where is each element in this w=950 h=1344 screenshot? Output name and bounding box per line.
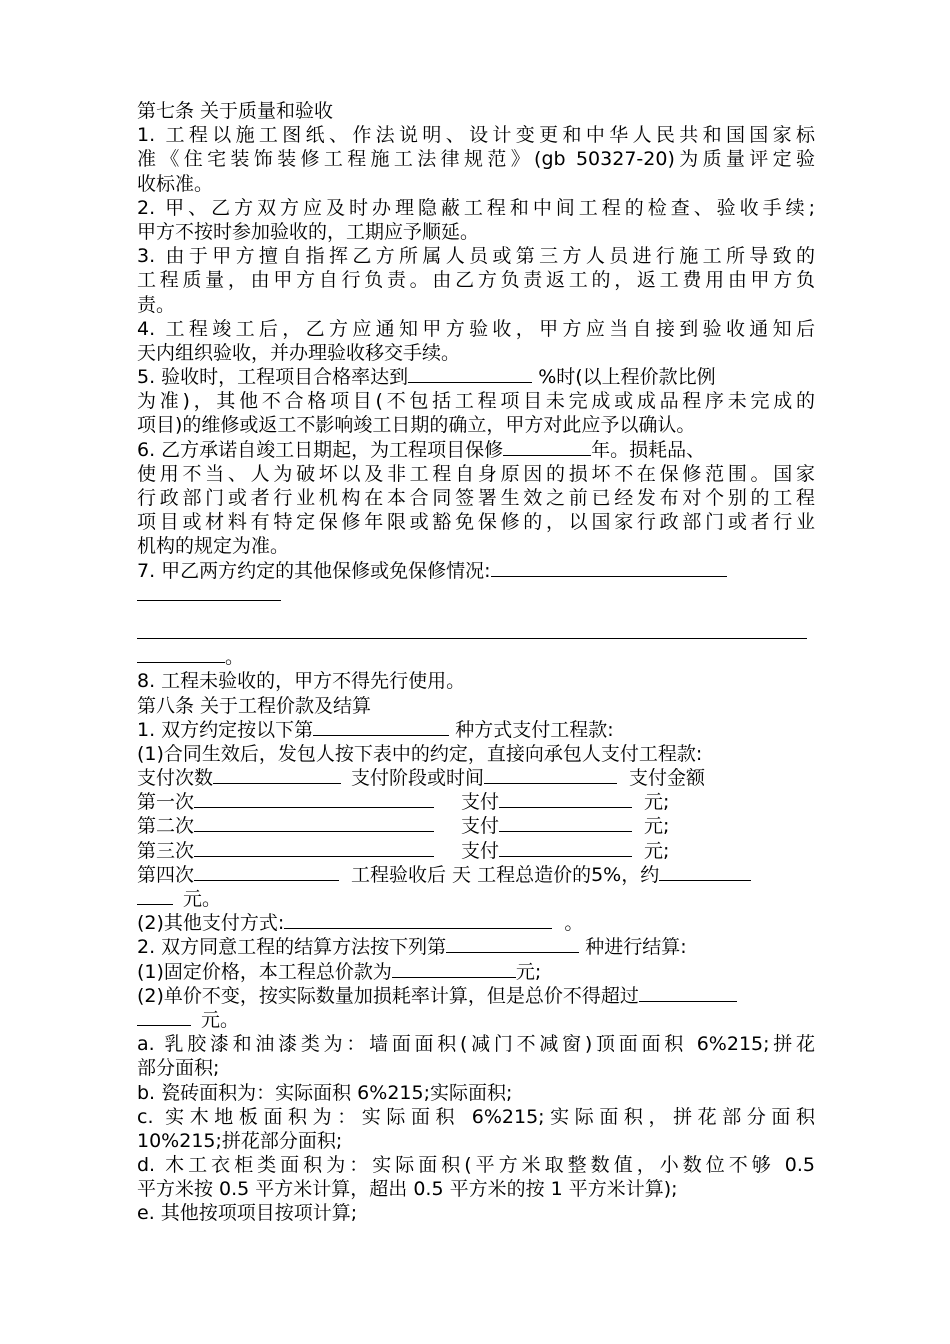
row-mid: 支付 bbox=[461, 815, 500, 838]
total-price-blank[interactable] bbox=[392, 960, 516, 978]
clause-line: 甲方不按时参加验收的，工期应予顺延。 bbox=[137, 220, 480, 243]
row-label: 第一次 bbox=[137, 791, 195, 814]
row-unit: 元; bbox=[644, 839, 670, 862]
payment-table-header bbox=[137, 766, 815, 790]
clause-8-2 bbox=[137, 935, 815, 959]
clause-line: 部分面积; bbox=[137, 1057, 220, 1080]
payment-row-2 bbox=[137, 814, 815, 838]
payment-row-4-cont bbox=[137, 887, 815, 911]
header-stage: 支付阶段或时间 bbox=[351, 767, 485, 790]
row-unit: 元; bbox=[644, 815, 670, 838]
clause-line: 使用不当、人为破坏以及非工程自身原因的损坏不在保修范围。国家 bbox=[137, 462, 815, 485]
header-blank bbox=[213, 766, 341, 784]
settlement-method-blank[interactable] bbox=[446, 935, 579, 953]
clause-7-4 bbox=[137, 317, 815, 365]
clause-line bbox=[137, 365, 815, 389]
row-unit: 元。 bbox=[183, 888, 222, 910]
clause-7-2 bbox=[137, 196, 815, 244]
clause-text: %时(以上程价款比例 bbox=[532, 366, 716, 389]
clause-8-1-2 bbox=[137, 911, 815, 935]
clause-line: 2. 甲、乙方双方应及时办理隐蔽工程和中间工程的检查、验收手续; bbox=[137, 196, 815, 219]
pass-rate-blank[interactable] bbox=[408, 365, 532, 383]
item-e: e. 其他按项项目按项计算; bbox=[137, 1202, 358, 1225]
row-stage-blank[interactable] bbox=[194, 790, 434, 808]
clause-text: 。 bbox=[564, 912, 584, 935]
payment-row-3 bbox=[137, 839, 815, 863]
clause-8-2-2 bbox=[137, 984, 815, 1008]
clause-8-1-1: (1)合同生效后，发包人按下表中的约定，直接向承包人支付工程款: bbox=[137, 742, 703, 765]
clause-line: 工程质量，由甲方自行负责。由乙方负责返工的，返工费用由甲方负 bbox=[137, 269, 815, 292]
clause-line: d. 木工衣柜类面积为：实际面积(平方米取整数值，小数位不够 0.5 bbox=[137, 1154, 815, 1177]
clause-line: 收标准。 bbox=[137, 172, 214, 195]
article-7-title: 第七条 关于质量和验收 bbox=[137, 100, 334, 122]
payment-row-1 bbox=[137, 790, 815, 814]
clause-line: 准《住宅装饰装修工程施工法律规范》(gb 50327-20)为质量评定验 bbox=[137, 148, 815, 171]
row-mid: 支付 bbox=[461, 839, 500, 862]
clause-7-8: 8. 工程未验收的，甲方不得先行使用。 bbox=[137, 670, 466, 693]
row-stage-blank[interactable] bbox=[194, 814, 434, 832]
clause-line: a. 乳胶漆和油漆类为：墙面面积(减门不减窗)顶面面积 6%215;拼花 bbox=[137, 1033, 815, 1056]
clause-8-2-1 bbox=[137, 960, 815, 984]
row-amount-blank-cont[interactable] bbox=[137, 887, 173, 905]
clause-line: 行政部门或者行业机构在本合同签署生效之前已经发布对个别的工程 bbox=[137, 487, 815, 509]
article-8-title: 第八条 关于工程价款及结算 bbox=[137, 694, 372, 717]
clause-text: 。 bbox=[225, 646, 245, 669]
other-payment-blank[interactable] bbox=[284, 911, 552, 929]
clause-8-2-2-cont bbox=[137, 1008, 815, 1032]
price-cap-blank-cont[interactable] bbox=[137, 1008, 191, 1026]
payment-row-4 bbox=[137, 863, 815, 887]
other-warranty-blank-end[interactable] bbox=[137, 645, 225, 663]
clause-line bbox=[137, 645, 815, 669]
clause-line: 项目或材料有特定保修年限或豁免保修的，以国家行政部门或者行业 bbox=[137, 511, 815, 534]
row-amount-blank[interactable] bbox=[499, 839, 632, 857]
payment-method-blank[interactable] bbox=[313, 718, 449, 736]
item-a bbox=[137, 1032, 815, 1080]
row-amount-blank[interactable] bbox=[499, 814, 632, 832]
header-times: 支付次数 bbox=[137, 767, 214, 790]
warranty-years-blank[interactable] bbox=[503, 438, 591, 456]
contract-page bbox=[137, 99, 815, 1226]
clause-text: 种方式支付工程款: bbox=[449, 718, 614, 741]
clause-7-3 bbox=[137, 244, 815, 317]
clause-text: 7. 甲乙两方约定的其他保修或免保修情况: bbox=[137, 559, 491, 582]
item-b: b. 瓷砖面积为：实际面积 6%215;实际面积; bbox=[137, 1081, 513, 1104]
row-mid: 支付 bbox=[461, 791, 500, 814]
clause-text: 元; bbox=[515, 960, 542, 983]
clause-line: 4. 工程竣工后，乙方应通知甲方验收，甲方应当自接到验收通知后 bbox=[137, 317, 815, 340]
clause-text: (1)固定价格，本工程总价款为 bbox=[137, 960, 392, 983]
clause-line bbox=[137, 559, 815, 583]
header-amount: 支付金额 bbox=[629, 767, 706, 790]
price-cap-blank[interactable] bbox=[639, 984, 737, 1002]
other-warranty-blank-line[interactable] bbox=[137, 621, 807, 639]
clause-7-5 bbox=[137, 365, 815, 438]
item-c bbox=[137, 1105, 815, 1153]
clause-line bbox=[137, 583, 815, 607]
clause-8-1 bbox=[137, 718, 815, 742]
clause-line: 平方米按 0.5 平方米计算，超出 0.5 平方米的按 1 平方米计算); bbox=[137, 1178, 678, 1201]
clause-line: 10%215;拼花部分面积; bbox=[137, 1129, 343, 1152]
clause-text: (2)单价不变，按实际数量加损耗率计算，但是总价不得超过 bbox=[137, 984, 639, 1007]
other-warranty-blank[interactable] bbox=[491, 559, 727, 577]
clause-line bbox=[137, 621, 815, 645]
clause-line: 机构的规定为准。 bbox=[137, 535, 290, 558]
clause-text: 1. 双方约定按以下第 bbox=[137, 718, 314, 741]
row-label: 第三次 bbox=[137, 839, 195, 862]
clause-line: 1. 工程以施工图纸、作法说明、设计变更和中华人民共和国国家标 bbox=[137, 124, 815, 147]
clause-line: 天内组织验收，并办理验收移交手续。 bbox=[137, 341, 461, 364]
row-label: 第二次 bbox=[137, 815, 195, 838]
row-unit: 元; bbox=[644, 791, 670, 814]
clause-line bbox=[137, 438, 815, 462]
clause-text: 种进行结算: bbox=[579, 936, 687, 959]
row-stage-blank[interactable] bbox=[194, 839, 434, 857]
clause-line: c. 实木地板面积为：实际面积 6%215;实际面积，拼花部分面积 bbox=[137, 1105, 815, 1128]
clause-7-6 bbox=[137, 438, 815, 559]
row-amount-blank[interactable] bbox=[659, 863, 751, 881]
other-warranty-blank-cont[interactable] bbox=[137, 583, 281, 601]
clause-text: (2)其他支付方式: bbox=[137, 912, 285, 935]
clause-text: 元。 bbox=[201, 1008, 240, 1031]
clause-line: 为准)，其他不合格项目(不包括工程项目未完成或成品程序未完成的 bbox=[137, 390, 815, 413]
row-mid: 工程验收后 天 工程总造价的5%，约 bbox=[351, 863, 660, 886]
clause-7-7 bbox=[137, 559, 815, 670]
header-blank bbox=[484, 766, 617, 784]
row-label: 第四次 bbox=[137, 863, 195, 886]
clause-line: 3. 由于甲方擅自指挥乙方所属人员或第三方人员进行施工所导致的 bbox=[137, 245, 815, 268]
clause-text: 年。损耗品、 bbox=[591, 438, 706, 461]
clause-text: 5. 验收时，工程项目合格率达到 bbox=[137, 366, 409, 389]
item-d bbox=[137, 1153, 815, 1201]
clause-text: 6. 乙方承诺自竣工日期起，为工程项目保修 bbox=[137, 438, 504, 461]
clause-line: 责。 bbox=[137, 293, 176, 316]
clause-line: 项目)的维修或返工不影响竣工日期的确立，甲方对此应予以确认。 bbox=[137, 414, 696, 437]
clause-text: 2. 双方同意工程的结算方法按下列第 bbox=[137, 936, 447, 959]
clause-7-1 bbox=[137, 123, 815, 196]
row-amount-blank[interactable] bbox=[499, 790, 632, 808]
row-stage-blank[interactable] bbox=[194, 863, 339, 881]
